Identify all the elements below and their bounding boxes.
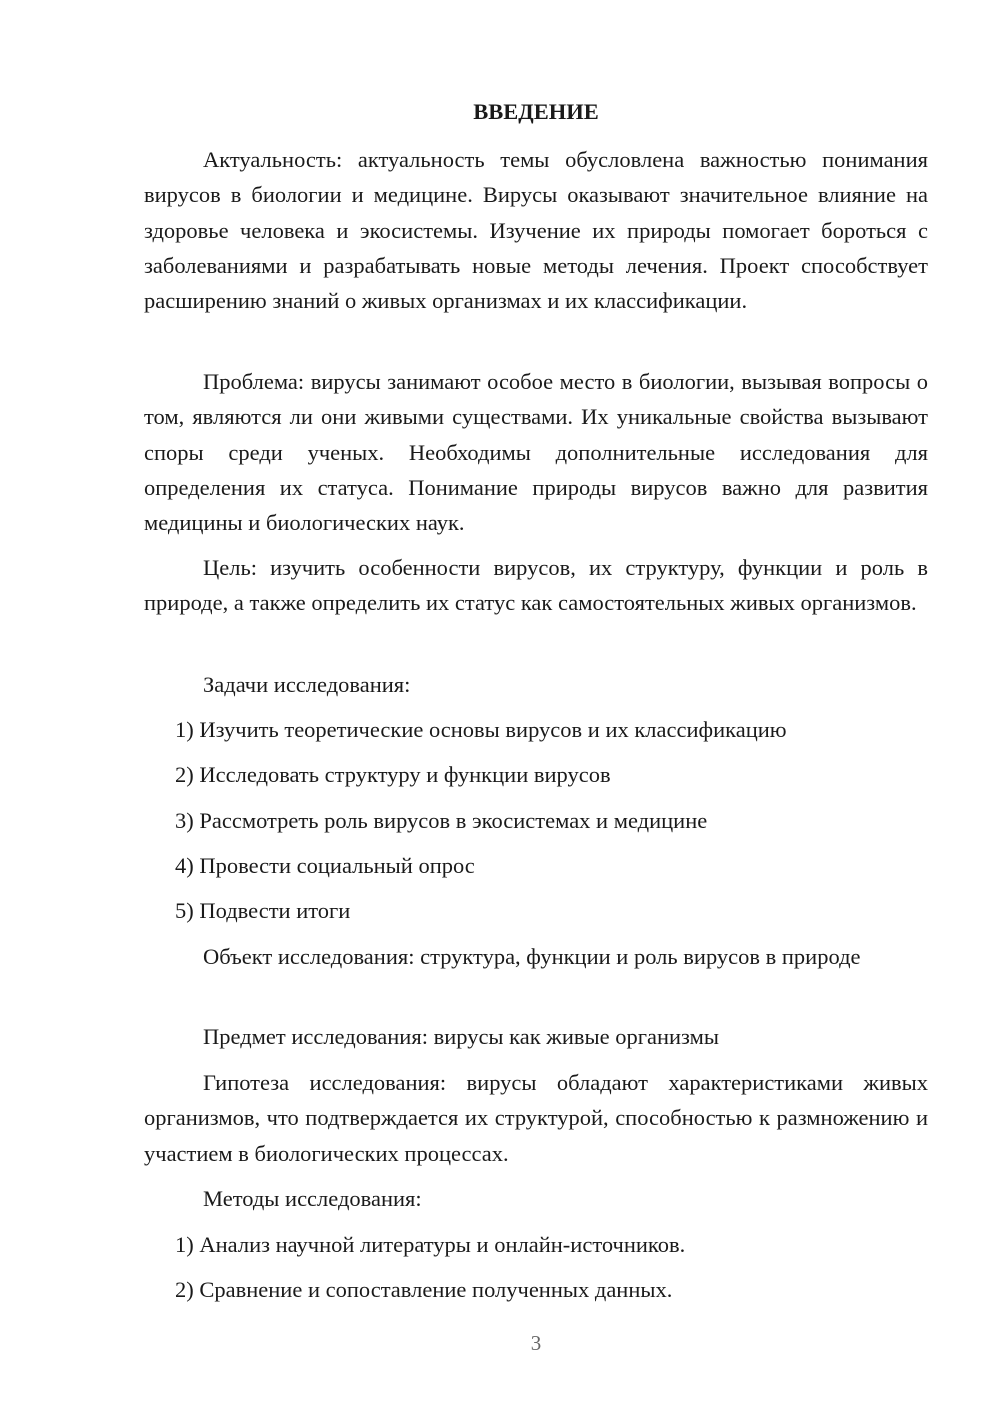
task-item: 3) Рассмотреть роль вирусов в экосистемах и медицине [175, 808, 708, 833]
tasks-heading: Задачи исследования: [203, 672, 411, 697]
method-item: 1) Анализ научной литературы и онлайн-источников. [175, 1232, 686, 1257]
paragraph-goal: Цель: изучить особенности вирусов, их структуру, функции и роль в природе, а также определить их статус как самостоятельных живых организмов. [144, 555, 928, 616]
paragraph-hypothesis: Гипотеза исследования: вирусы обладают характеристиками живых организмов, что подтверждается их структурой, способностью к размножению и участием в биологических процессах. [144, 1070, 928, 1166]
task-item: 2) Исследовать структуру и функции вирусов [175, 762, 611, 787]
method-item: 2) Сравнение и сопоставление полученных данных. [175, 1277, 673, 1302]
paragraph-subject: Предмет исследования: вирусы как живые организмы [203, 1024, 719, 1049]
page-title: ВВЕДЕНИЕ [473, 99, 599, 124]
paragraph-relevance: Актуальность: актуальность темы обусловлена важностью понимания вирусов в биологии и медицине. Вирусы оказывают значительное влияние на здоровье человека и экосистемы. Изучение их природы помогает бороться с заболеваниями и разрабатывать новые методы лечения. Проект способствует расширению знаний о живых организмах и их классификации. [144, 147, 928, 314]
paragraph-problem: Проблема: вирусы занимают особое место в биологии, вызывая вопросы о том, являются ли они живыми существами. Их уникальные свойства вызывают споры среди ученых. Необходимы дополнительные исследования для определения их статуса. Понимание природы вирусов важно для развития медицины и биологических наук. [144, 369, 928, 536]
page-number: 3 [530, 1331, 542, 1355]
task-item: 1) Изучить теоретические основы вирусов и их классификацию [175, 717, 787, 742]
task-item: 4) Провести социальный опрос [175, 853, 475, 878]
task-item: 5) Подвести итоги [175, 898, 351, 923]
methods-heading: Методы исследования: [203, 1186, 422, 1211]
paragraph-object: Объект исследования: структура, функции и роль вирусов в природе [203, 944, 861, 969]
